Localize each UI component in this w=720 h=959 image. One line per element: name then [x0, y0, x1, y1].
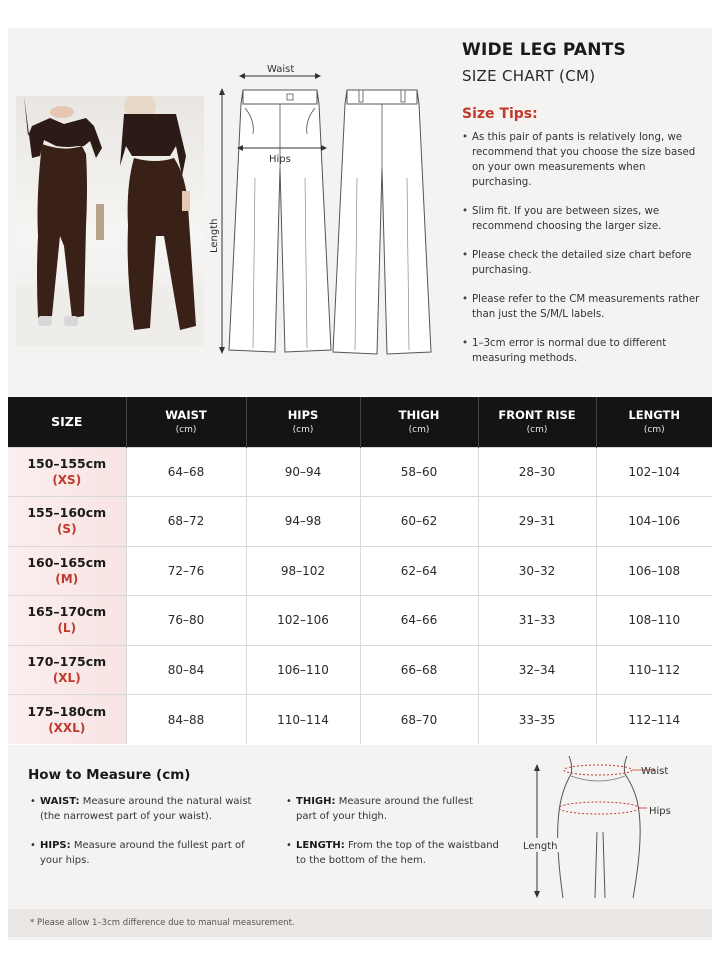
length-cell: 108–110	[596, 596, 712, 646]
measure-hips-key: HIPS:	[40, 840, 71, 851]
col-header-waist: WAIST (cm)	[126, 397, 246, 447]
table-row	[8, 447, 712, 497]
hips-cell: 110–114	[246, 695, 360, 745]
size-tip: • Slim fit. If you are between sizes, we recommend choosing the larger size.	[460, 204, 705, 234]
thigh-cell: 60–62	[360, 497, 478, 547]
col-header-hips: HIPS (cm)	[246, 397, 360, 447]
length-cell: 112–114	[596, 695, 712, 745]
size-tip: • As this pair of pants is relatively long, we recommend that you choose the size based on your own measurements when purchasing.	[460, 130, 705, 190]
table-row	[8, 645, 712, 695]
thigh-cell: 58–60	[360, 447, 478, 497]
page-title: WIDE LEG PANTS	[462, 40, 626, 60]
waist-cell: 72–76	[126, 546, 246, 596]
size-cell: 150–155cm (XS)	[8, 447, 126, 497]
size-tip: • 1–3cm error is normal due to different measuring methods.	[460, 336, 705, 366]
thigh-cell: 62–64	[360, 546, 478, 596]
measure-length-text: From the top of the waistband to the bottom of the hem.	[296, 840, 499, 866]
measure-hips	[28, 838, 248, 868]
measure-waist-key: WAIST:	[40, 796, 80, 807]
thigh-cell: 68–70	[360, 695, 478, 745]
size-tip: • Please check the detailed size chart before purchasing.	[460, 248, 705, 278]
col-header-front-rise: FRONT RISE (cm)	[478, 397, 596, 447]
front-rise-cell: 31–33	[478, 596, 596, 646]
measure-length-key: LENGTH:	[296, 840, 345, 851]
measure-thigh-text: Measure around the fullest part of your thigh.	[296, 796, 473, 822]
measure-length	[284, 838, 499, 868]
diagram-length-label: Length	[523, 841, 558, 852]
size-cell: 170–175cm (XL)	[8, 645, 126, 695]
page-subtitle: SIZE CHART (CM)	[462, 67, 596, 85]
size-tips-list	[460, 130, 705, 380]
front-rise-cell: 32–34	[478, 645, 596, 695]
hips-cell: 106–110	[246, 645, 360, 695]
size-cell: 155–160cm (S)	[8, 497, 126, 547]
pants-flat-sketch	[205, 58, 440, 363]
waist-cell: 84–88	[126, 695, 246, 745]
length-cell: 110–112	[596, 645, 712, 695]
diagram-hips-label: Hips	[649, 806, 671, 817]
size-cell: 165–170cm (L)	[8, 596, 126, 646]
length-cell: 104–106	[596, 497, 712, 547]
table-row	[8, 497, 712, 547]
measure-waist-text: Measure around the natural waist (the narrowest part of your waist).	[40, 796, 252, 822]
col-header-thigh: THIGH (cm)	[360, 397, 478, 447]
front-rise-cell: 29–31	[478, 497, 596, 547]
diagram-waist-label: Waist	[641, 766, 669, 777]
thigh-cell: 64–66	[360, 596, 478, 646]
waist-cell: 64–68	[126, 447, 246, 497]
footnote: * Please allow 1–3cm difference due to manual measurement.	[30, 918, 295, 928]
measure-hips-text: Measure around the fullest part of your hips.	[40, 840, 245, 866]
size-tip: • Please refer to the CM measurements rather than just the S/M/L labels.	[460, 292, 705, 322]
measure-thigh	[284, 794, 489, 824]
table-row	[8, 695, 712, 745]
table-row	[8, 596, 712, 646]
how-to-measure-title: How to Measure (cm)	[28, 767, 191, 783]
size-tips-title: Size Tips:	[462, 106, 538, 122]
col-header-length: LENGTH (cm)	[596, 397, 712, 447]
hips-cell: 98–102	[246, 546, 360, 596]
length-cell: 102–104	[596, 447, 712, 497]
hips-cell: 90–94	[246, 447, 360, 497]
measure-waist	[28, 794, 258, 824]
hips-cell: 94–98	[246, 497, 360, 547]
waist-cell: 80–84	[126, 645, 246, 695]
sketch-length-label: Length	[209, 218, 220, 253]
hips-cell: 102–106	[246, 596, 360, 646]
size-cell: 160–165cm (M)	[8, 546, 126, 596]
col-header-size: SIZE	[8, 397, 126, 447]
product-photo	[16, 96, 204, 346]
body-measure-diagram	[515, 752, 705, 902]
thigh-cell: 66–68	[360, 645, 478, 695]
size-cell: 175–180cm (XXL)	[8, 695, 126, 745]
measure-thigh-key: THIGH:	[296, 796, 336, 807]
sketch-waist-label: Waist	[267, 64, 295, 75]
table-row	[8, 546, 712, 596]
size-chart-table	[8, 397, 712, 744]
table-header-row	[8, 397, 712, 447]
front-rise-cell: 28–30	[478, 447, 596, 497]
length-cell: 106–108	[596, 546, 712, 596]
sketch-hips-label: Hips	[269, 154, 291, 165]
waist-cell: 68–72	[126, 497, 246, 547]
waist-cell: 76–80	[126, 596, 246, 646]
front-rise-cell: 33–35	[478, 695, 596, 745]
front-rise-cell: 30–32	[478, 546, 596, 596]
